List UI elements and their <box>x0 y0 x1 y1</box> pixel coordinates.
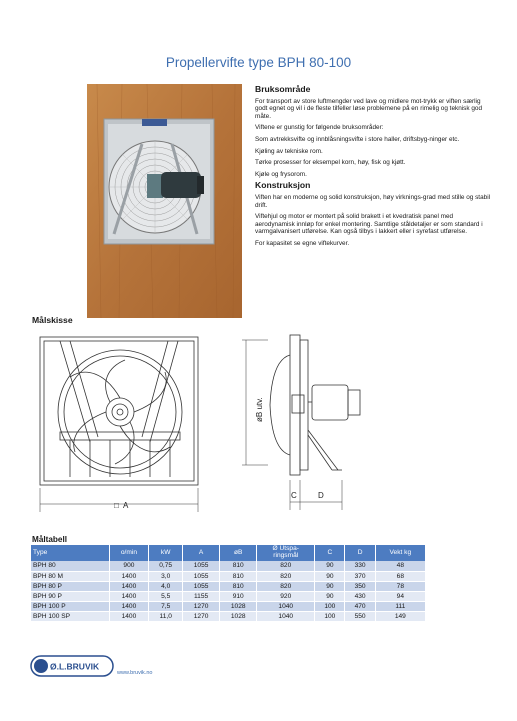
sketch-label: Målskisse <box>32 315 73 325</box>
table-cell: 90 <box>315 571 345 581</box>
table-cell: 350 <box>345 581 375 591</box>
dimension-c-label: C <box>291 491 297 500</box>
logo-text: Ø.L.BRUVIK <box>50 661 100 672</box>
paragraph: Kjøle og frysorom. <box>255 170 307 178</box>
table-cell: 1055 <box>183 561 220 571</box>
table-cell: 1400 <box>109 591 149 601</box>
table-cell: BPH 100 SP <box>31 611 109 621</box>
paragraph: Som avtrekksvifte og innblåsningsvifte i store haller, driftsbyg-ninger etc. <box>255 135 460 143</box>
col-header: Ø Utspa- ringsmål <box>257 545 315 561</box>
table-row <box>31 571 426 581</box>
table-header-row <box>31 545 426 561</box>
col-header: C <box>315 545 345 561</box>
table-cell: 1040 <box>257 611 315 621</box>
table-cell: BPH 80 M <box>31 571 109 581</box>
paragraph: Viftene er gunstig for følgende bruksområder: <box>255 124 384 132</box>
table-cell: 1400 <box>109 611 149 621</box>
table-cell: 1155 <box>183 591 220 601</box>
heading-bruksomrade: Bruksområde <box>255 84 311 94</box>
col-header: D <box>345 545 375 561</box>
table-cell: 149 <box>375 611 425 621</box>
table-cell: 1028 <box>220 601 257 611</box>
table-cell: 78 <box>375 581 425 591</box>
dimension-b-label: øB utv. <box>255 397 264 422</box>
table-cell: 7,5 <box>149 601 183 611</box>
table-label: Måltabell <box>32 535 68 544</box>
dimension-table <box>31 545 426 622</box>
paragraph: For transport av store luftmengder ved lave og midlere mot-trykk er viften særlig godt egnet og vil i de fleste tilfeller løse problemene på en rimelig og teknisk god måte. <box>255 97 482 120</box>
paragraph: Kjøling av tekniske rom. <box>255 147 323 155</box>
table-cell: 48 <box>375 561 425 571</box>
table-cell: 430 <box>345 591 375 601</box>
table-cell: 100 <box>315 601 345 611</box>
table-cell: 1270 <box>183 601 220 611</box>
table-cell: BPH 90 P <box>31 591 109 601</box>
col-header: o/min <box>109 545 149 561</box>
table-cell: 820 <box>257 581 315 591</box>
table-cell: 94 <box>375 591 425 601</box>
table-cell: 100 <box>315 611 345 621</box>
table-cell: 0,75 <box>149 561 183 571</box>
paragraph: Viftehjul og motor er montert på solid brakett i et kvedratisk panel med aerodynamisk innløp for enkel montering. Samtlige ståldetaljer er som standard i varmgalvanisert utførelse. Kan også tilbys i lakkert eller i syrefast utførelse. <box>255 213 483 236</box>
dimension-d-label: D <box>318 491 324 500</box>
table-cell: 550 <box>345 611 375 621</box>
table-cell: 1270 <box>183 611 220 621</box>
product-photo <box>87 84 242 318</box>
table-cell: 90 <box>315 581 345 591</box>
table-row <box>31 601 426 611</box>
paragraph: For kapasitet se egne viftekurver. <box>255 239 350 247</box>
table-cell: 1400 <box>109 581 149 591</box>
table-cell: BPH 100 P <box>31 601 109 611</box>
table-cell: 5,5 <box>149 591 183 601</box>
table-cell: 810 <box>220 561 257 571</box>
paragraph: Viften har en moderne og solid konstruksjon, høy virknings-grad med stille og stabil drift. <box>255 193 491 209</box>
table-cell: 910 <box>220 591 257 601</box>
table-cell: 810 <box>220 581 257 591</box>
description-column <box>255 86 493 252</box>
paragraph: Tørke prosesser for eksempel korn, høy, fisk og kjøtt. <box>255 159 406 167</box>
table-cell: 1055 <box>183 571 220 581</box>
table-cell: 90 <box>315 561 345 571</box>
col-header: øB <box>220 545 257 561</box>
heading-konstruksjon: Konstruksjon <box>255 180 311 191</box>
col-header: Type <box>31 545 109 561</box>
page-title: Propellervifte type BPH 80-100 <box>165 55 352 70</box>
table-row <box>31 581 426 591</box>
table-cell: 90 <box>315 591 345 601</box>
front-view-drawing <box>30 332 210 522</box>
table-cell: 1040 <box>257 601 315 611</box>
table-cell: BPH 80 P <box>31 581 109 591</box>
table-cell: 330 <box>345 561 375 571</box>
company-logo <box>30 655 114 677</box>
table-cell: 470 <box>345 601 375 611</box>
table-cell: 1028 <box>220 611 257 621</box>
svg-text:□: □ <box>114 501 119 510</box>
table-cell: 820 <box>257 571 315 581</box>
table-cell: 370 <box>345 571 375 581</box>
table-cell: 3,0 <box>149 571 183 581</box>
table-cell: 900 <box>109 561 149 571</box>
website-link[interactable]: www.bruvik.no <box>117 670 153 676</box>
table-cell: 4,0 <box>149 581 183 591</box>
side-view-drawing <box>232 330 372 515</box>
table-cell: 11,0 <box>149 611 183 621</box>
table-cell: 68 <box>375 571 425 581</box>
table-row <box>31 611 426 621</box>
dimension-a-label: A <box>123 501 129 510</box>
table-cell: 920 <box>257 591 315 601</box>
table-cell: 111 <box>375 601 425 611</box>
col-header: kW <box>149 545 183 561</box>
col-header: A <box>183 545 220 561</box>
table-cell: 820 <box>257 561 315 571</box>
table-cell: 1055 <box>183 581 220 591</box>
table-cell: BPH 80 <box>31 561 109 571</box>
table-row <box>31 591 426 601</box>
table-cell: 1400 <box>109 601 149 611</box>
table-cell: 1400 <box>109 571 149 581</box>
col-header: Vekt kg <box>375 545 425 561</box>
table-cell: 810 <box>220 571 257 581</box>
table-row <box>31 561 426 571</box>
